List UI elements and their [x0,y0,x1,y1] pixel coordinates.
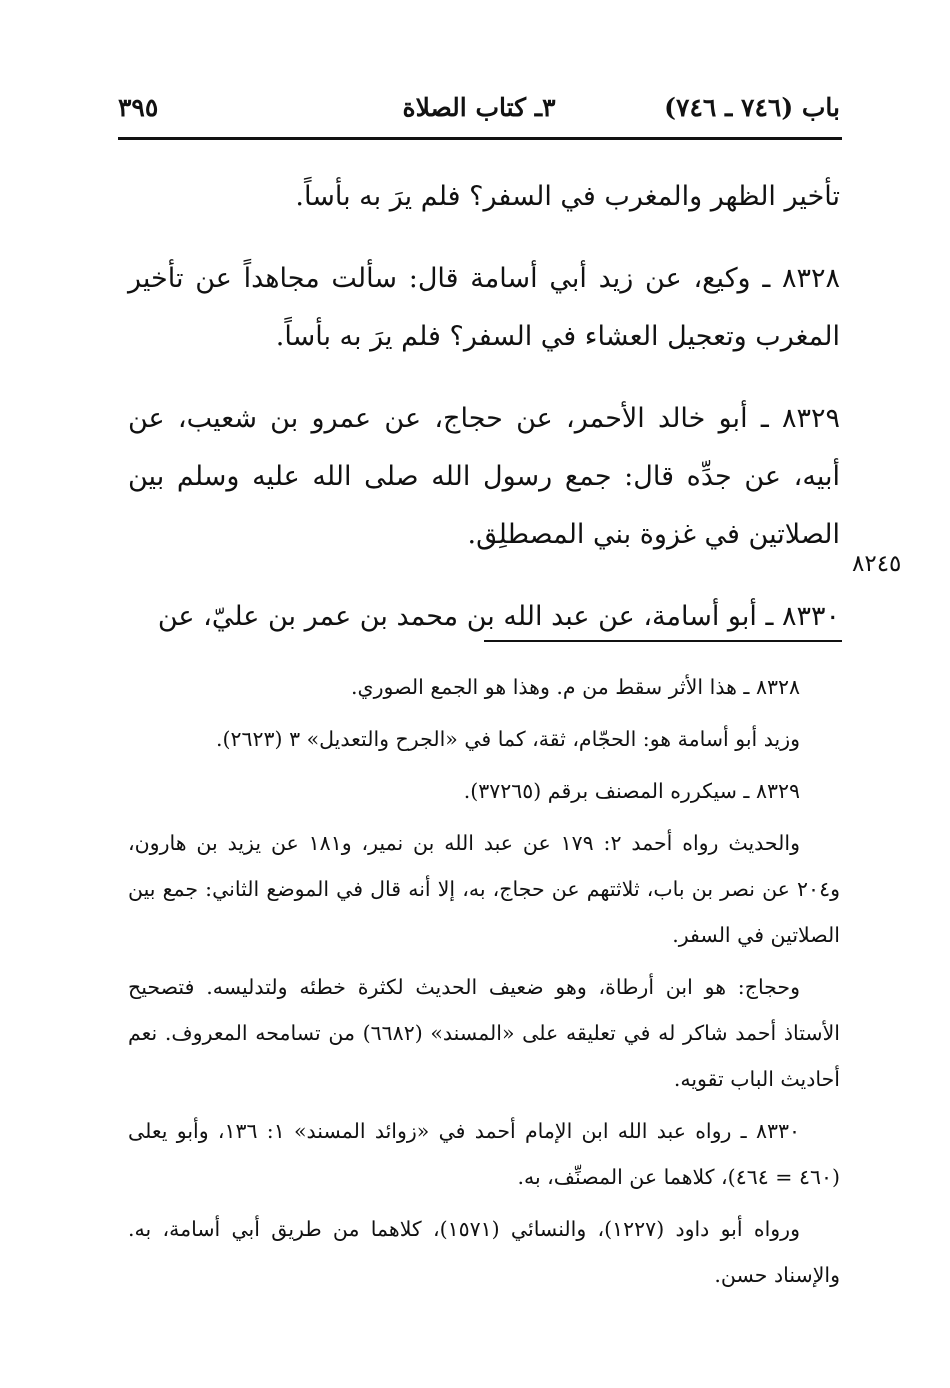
footnotes [128,664,840,1304]
footnote-rule [484,640,842,642]
book-title: ٣ـ كتاب الصلاة [402,93,556,122]
footnote-8328-note: وزيد أبو أسامة هو: الحجّام، ثقة، كما في «الجرح والتعديل» ٣ (٢٦٢٣). [215,727,800,751]
footnote-8328: ٨٣٢٨ ـ هذا الأثر سقط من م. وهذا هو الجمع الصوري. [351,675,800,699]
margin-number: ٨٢٤٥ [852,551,902,577]
chapter-range: باب (٧٤٦ ـ ٧٤٦) [664,93,840,122]
footnote-8329-hajjaj: وحجاج: هو ابن أرطاة، وهو ضعيف الحديث لكثرة خطئه ولتدليسه. فتصحيح الأستاذ أحمد شاكر له في تعليقه على «المسند» (٦٦٨٢) من تسامحه المعروف. نعم أحاديث الباب تقويه. [128,975,841,1091]
main-text [128,168,840,670]
footnote-8329: ٨٣٢٩ ـ سيكرره المصنف برقم (٣٧٢٦٥). [463,779,800,803]
paragraph-8330: ٨٣٣٠ ـ أبو أسامة، عن عبد الله بن محمد بن عمر بن عليّ، عن [157,601,840,632]
footnote-8329-note: والحديث رواه أحمد ٢: ١٧٩ عن عبد الله بن نمير، و١٨١ عن يزيد بن هارون، و٢٠٤ عن نصر بن باب، ثلاثتهم عن حجاج، به، إلا أنه قال في الموضع الثاني: جمع بين الصلاتين في السفر. [128,831,840,947]
footnote-8330: ٨٣٣٠ ـ رواه عبد الله ابن الإمام أحمد في «زوائد المسند» ١: ١٣٦، وأبو يعلى (٤٦٠ = ٤٦٤)، كلاهما عن المصنِّف، به. [128,1119,840,1189]
paragraph-8328: ٨٣٢٨ ـ وكيع، عن زيد أبي أسامة قال: سألت مجاهداً عن تأخير المغرب وتعجيل العشاء في السفر؟ فلم يرَ به بأساً. [128,263,840,352]
page-header [118,92,840,126]
paragraph-continuation: تأخير الظهر والمغرب في السفر؟ فلم يرَ به بأساً. [295,181,840,212]
footnote-8330-note: ورواه أبو داود (١٢٢٧)، والنسائي (١٥٧١)، كلاهما من طريق أبي أسامة، به. والإسناد حسن. [128,1217,840,1287]
header-rule [118,137,842,140]
page-number: ٣٩٥ [118,93,159,122]
paragraph-8329: ٨٣٢٩ ـ أبو خالد الأحمر، عن حجاج، عن عمرو بن شعيب، عن أبيه، عن جدِّه قال: جمع رسول الله صلى الله عليه وسلم بين الصلاتين في غزوة بني المصطلِق. [128,403,840,550]
